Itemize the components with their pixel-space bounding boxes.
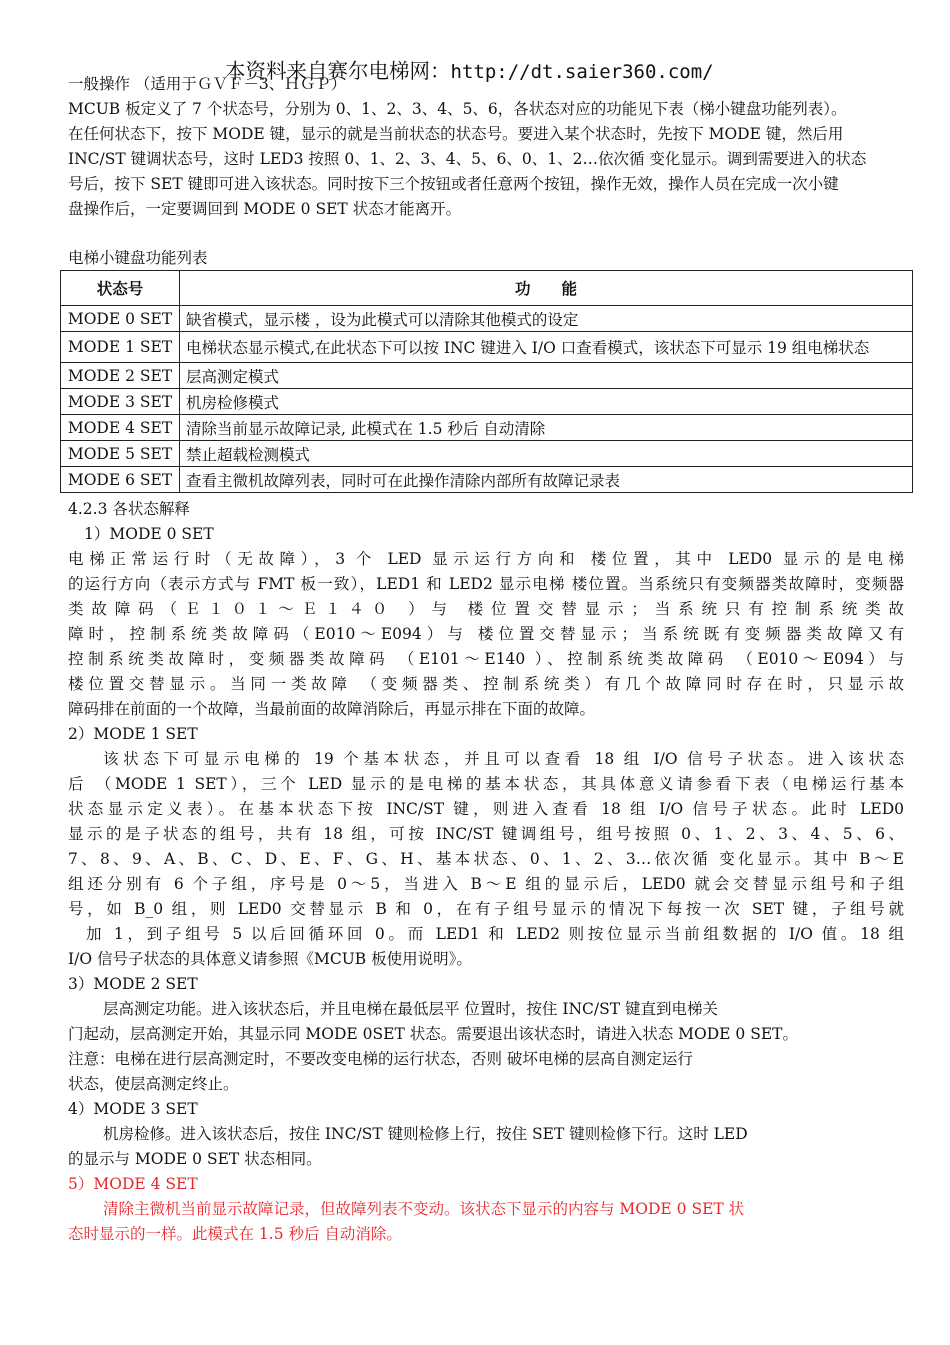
intro-line: INC/ST 键调状态号，这时 LED3 按照 0、1、2、3、4、5、6、0、1、2…依次循 变化显示。调到需要进入的状态	[68, 150, 867, 168]
desc-cell: 层高测定模式	[180, 363, 913, 389]
desc-cell: 查看主微机故障列表，同时可在此操作清除内部所有故障记录表	[180, 467, 913, 493]
keypad-function-table	[60, 270, 913, 493]
mode0-line: 楼位置交替显示。当同一类故障 （变频器类、控制系统类）有几个故障同时存在时，只显示故	[68, 675, 904, 693]
source-header-text: 本资料来自赛尔电梯网：	[225, 59, 451, 83]
mode1-line: 状态显示定义表）。在基本状态下按 INC/ST 键，则进入查看 18 组 I/O 信号子状态。此时 LED0	[68, 800, 904, 818]
mode1-line: 显示的是子状态的组号，共有 18 组，可按 INC/ST 键调组号，组号按照 0、1、2、3、4、5、6、	[68, 825, 904, 843]
mode1-line: 组还分别有 6 个子组，序号是 0～5，当进入 B～E 组的显示后，LED0 就会交替显示组号和子组	[68, 875, 904, 893]
mode-cell: MODE 3 SET	[61, 389, 180, 415]
intro-line: 号后，按下 SET 键即可进入该状态。同时按下三个按钮或者任意两个按钮，操作无效，操作人员在完成一次小键	[68, 175, 839, 193]
mode3-line: 机房检修。进入该状态后，按住 INC/ST 键则检修上行，按住 SET 键则检修下行。这时 LED	[103, 1125, 748, 1143]
mode0-line: 控制系统类故障时，变频器类故障码 （E101～E140 ）、控制系统类故障码 （E010～E094）与	[68, 650, 904, 668]
mode4-line: 清除主微机当前显示故障记录，但故障列表不变动。该状态下显示的内容与 MODE 0 SET 状	[103, 1200, 745, 1218]
mode-cell: MODE 0 SET	[61, 306, 180, 332]
intro-heading: 一般操作 （适用于ＧＶＦ－3、ＨＧＰ）	[68, 75, 347, 93]
table-row	[61, 363, 913, 389]
mode0-line: 电梯正常运行时（无故障），3 个 LED 显示运行方向和 楼位置，其中 LED0 显示的是电梯	[68, 550, 904, 568]
section-title: 4.2.3 各状态解释	[68, 500, 190, 518]
mode-cell: MODE 6 SET	[61, 467, 180, 493]
header-state: 状态号	[61, 271, 180, 306]
header-function: 功 能	[180, 271, 913, 306]
mode0-line: 障码排在前面的一个故障，当最前面的故障消除后，再显示排在下面的故障。	[68, 700, 596, 718]
desc-cell: 机房检修模式	[180, 389, 913, 415]
mode2-title: 3）MODE 2 SET	[68, 975, 198, 993]
mode2-line: 门起动，层高测定开始，其显示同 MODE 0SET 状态。需要退出该状态时，请进入状态 MODE 0 SET。	[68, 1025, 798, 1043]
mode3-line: 的显示与 MODE 0 SET 状态相同。	[68, 1150, 322, 1168]
table-row	[61, 467, 913, 493]
desc-cell: 清除当前显示故障记录, 此模式在 1.5 秒后 自动清除	[180, 415, 913, 441]
mode2-note: 注意：电梯在进行层高测定时，不要改变电梯的运行状态，否则 破坏电梯的层高自测定运行	[68, 1050, 693, 1068]
desc-cell: 电梯状态显示模式,在此状态下可以按 INC 键进入 I/O 口查看模式，该状态下可显示 19 组电梯状态	[180, 332, 913, 363]
mode3-title: 4）MODE 3 SET	[68, 1100, 198, 1118]
mode0-title: 1）MODE 0 SET	[84, 525, 214, 543]
table-row	[61, 415, 913, 441]
mode1-line: I/O 信号子状态的具体意义请参照《MCUB 板使用说明》。	[68, 950, 472, 968]
mode4-line: 态时显示的一样。此模式在 1.5 秒后 自动消除。	[68, 1225, 402, 1243]
mode1-title: 2）MODE 1 SET	[68, 725, 198, 743]
mode2-line: 层高测定功能。进入该状态后，并且电梯在最低层平 位置时，按住 INC/ST 键直到电梯关	[103, 1000, 719, 1018]
table-row	[61, 332, 913, 363]
mode-cell: MODE 4 SET	[61, 415, 180, 441]
source-url-link[interactable]: http://dt.saier360.com/	[450, 61, 714, 83]
mode1-line: 号，如 B_0 组，则 LED0 交替显示 B 和 0，在有子组号显示的情况下每按一次 SET 键，子组号就	[68, 900, 904, 918]
mode2-line: 状态，使层高测定终止。	[68, 1075, 239, 1093]
mode0-line: 障时，控制系统类故障码（E010～E094）与 楼位置交替显示；当系统既有变频器类故障又有	[68, 625, 904, 643]
mode-cell: MODE 5 SET	[61, 441, 180, 467]
desc-cell: 禁止超载检测模式	[180, 441, 913, 467]
mode1-line: 7、8、9、A、B、C、D、E、F、G、H、基本状态、0、1、2、3…依次循 变化显示。其中 B～E	[68, 850, 904, 868]
table-row	[61, 306, 913, 332]
desc-cell: 缺省模式，显示楼 ，设为此模式可以清除其他模式的设定	[180, 306, 913, 332]
mode1-line: 加 1，到子组号 5 以后回循环回 0。而 LED1 和 LED2 则按位显示当前组数据的 I/O 值。18 组	[86, 925, 904, 943]
intro-line: MCUB 板定义了 7 个状态号，分别为 0、1、2、3、4、5、6，各状态对应的功能见下表（梯小键盘功能列表）。	[68, 100, 847, 118]
intro-line: 在任何状态下，按下 MODE 键，显示的就是当前状态的状态号。要进入某个状态时，先按下 MODE 键，然后用	[68, 125, 844, 143]
table-row	[61, 389, 913, 415]
mode-cell: MODE 2 SET	[61, 363, 180, 389]
intro-line: 盘操作后，一定要调回到 MODE 0 SET 状态才能离开。	[68, 200, 462, 218]
mode1-line: 该状态下可显示电梯的 19 个基本状态，并且可以查看 18 组 I/O 信号子状态。进入该状态	[103, 750, 904, 768]
table-caption: 电梯小键盘功能列表	[68, 249, 208, 267]
table-row	[61, 441, 913, 467]
mode0-line: 类故障码（Ｅ１０１～Ｅ１４０ ）与 楼位置交替显示；当系统只有控制系统类故	[68, 600, 904, 618]
table-header-row	[61, 271, 913, 306]
mode1-line: 后 （MODE 1 SET），三个 LED 显示的是电梯的基本状态，其具体意义请参看下表（电梯运行基本	[68, 775, 904, 793]
mode4-title: 5）MODE 4 SET	[68, 1175, 198, 1193]
mode0-line: 的运行方向（表示方式与 FMT 板一致），LED1 和 LED2 显示电梯 楼位置。当系统只有变频器类故障时，变频器	[68, 575, 904, 593]
mode-cell: MODE 1 SET	[61, 332, 180, 363]
